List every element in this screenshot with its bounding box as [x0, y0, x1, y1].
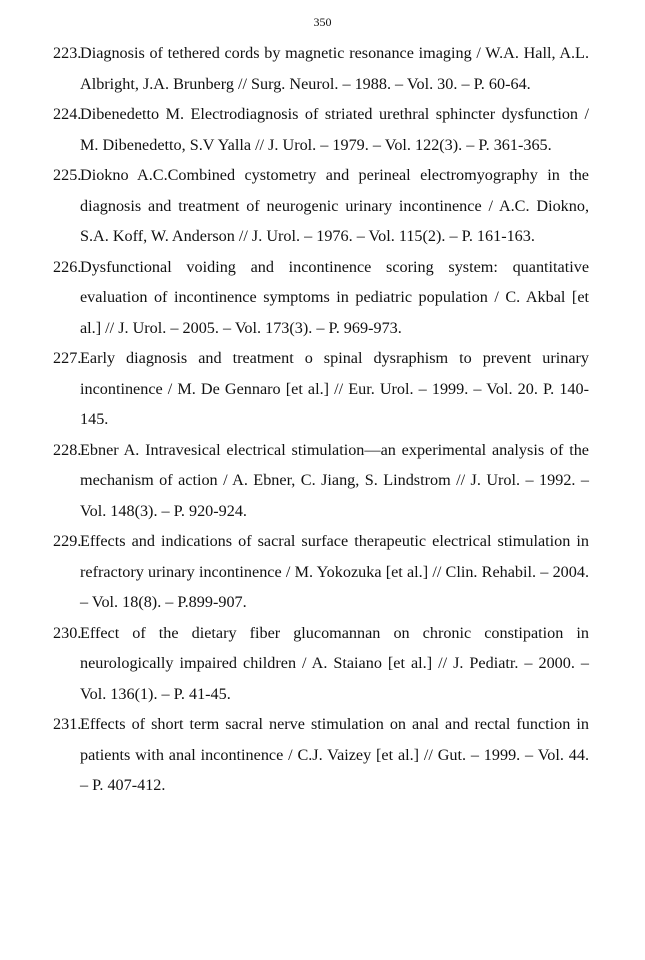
reference-text: Effects of short term sacral nerve stimulation on anal and rectal function in patients with anal incontinence / C.J. Vaizey [et al.] // Gut. – 1999. – Vol. 44. – P. 407-412.	[80, 715, 589, 794]
reference-text: Dibenedetto M. Electrodiagnosis of striated urethral sphincter dysfunction / M. Dibenedetto, S.V Yalla // J. Urol. – 1979. – Vol. 122(3). – P. 361-365.	[80, 105, 589, 154]
reference-item	[53, 709, 589, 801]
reference-item	[53, 38, 589, 99]
reference-item	[53, 435, 589, 527]
reference-text: Diagnosis of tethered cords by magnetic resonance imaging / W.A. Hall, A.L. Albright, J.A. Brunberg // Surg. Neurol. – 1988. – Vol. 30. – P. 60-64.	[80, 44, 589, 93]
page-number: 350	[313, 15, 332, 29]
reference-number: 228.	[53, 440, 82, 459]
reference-number: 231.	[53, 715, 82, 733]
reference-number: 230.	[53, 623, 82, 642]
reference-list	[53, 38, 589, 801]
reference-item	[53, 160, 589, 252]
reference-text: Ebner A. Intravesical electrical stimulation—an experimental analysis of the mechanism of action / A. Ebner, C. Jiang, S. Lindstrom // J. Urol. – 1992. – Vol. 148(3). – P. 920-924.	[80, 440, 589, 520]
reference-number: 223.	[53, 44, 82, 62]
reference-item	[53, 343, 589, 435]
reference-item	[53, 99, 589, 160]
reference-text: Diokno A.C.Combined cystometry and perineal electromyography in the diagnosis and treatment of neurogenic urinary incontinence / A.C. Diokno, S.A. Koff, W. Anderson // J. Urol. – 1976. – Vol. 115(2). – P. 161-163.	[80, 166, 589, 245]
reference-text: Dysfunctional voiding and incontinence scoring system: quantitative evaluation of incontinence symptoms in pediatric population / C. Akbal [et al.] // J. Urol. – 2005. – Vol. 173(3). – P. 969-973.	[80, 257, 589, 337]
reference-item	[53, 618, 589, 710]
reference-item	[53, 526, 589, 618]
reference-text: Early diagnosis and treatment o spinal dysraphism to prevent urinary incontinence / M. De Gennaro [et al.] // Eur. Urol. – 1999. – Vol. 20. P. 140-145.	[80, 349, 589, 428]
reference-text: Effects and indications of sacral surface therapeutic electrical stimulation in refractory urinary incontinence / M. Yokozuka [et al.] // Clin. Rehabil. – 2004. – Vol. 18(8). – P.899-907.	[80, 532, 589, 611]
reference-number: 227.	[53, 349, 82, 367]
reference-number: 225.	[53, 166, 82, 184]
reference-number: 229.	[53, 532, 82, 550]
reference-item	[53, 252, 589, 344]
reference-number: 224.	[53, 105, 82, 123]
reference-number: 226.	[53, 257, 82, 276]
reference-text: Effect of the dietary fiber glucomannan on chronic constipation in neurologically impaired children / A. Staiano [et al.] // J. Pediatr. – 2000. – Vol. 136(1). – P. 41-45.	[80, 623, 589, 703]
